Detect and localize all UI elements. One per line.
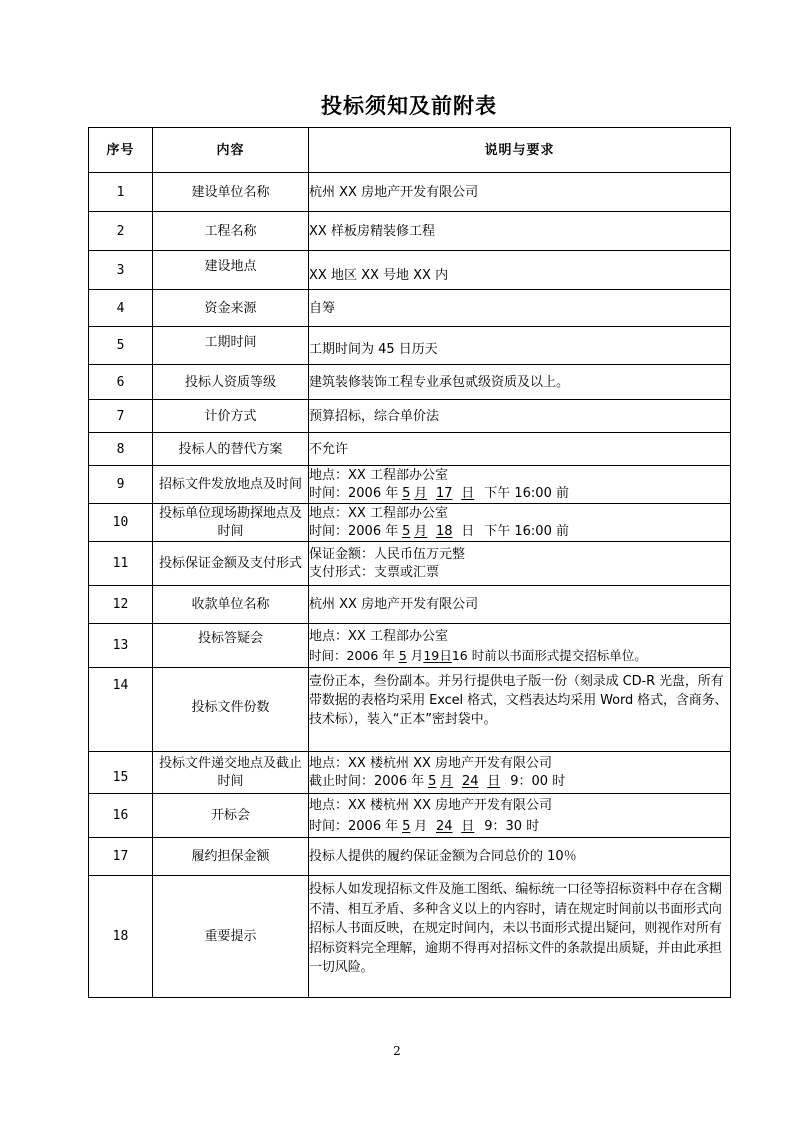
date-day-label: 日 — [461, 818, 475, 834]
row-number: 2 — [89, 212, 153, 251]
desc-date-line — [309, 523, 730, 541]
row-description — [309, 586, 731, 624]
desc-line: 工期时间为 45 日历天 — [309, 342, 438, 357]
table-row — [89, 466, 731, 504]
table-row — [89, 876, 731, 998]
row-number: 7 — [89, 400, 153, 433]
desc-line: 投标人提供的履约保证金额为合同总价的 10％ — [309, 849, 577, 864]
row-description — [309, 290, 731, 327]
desc-paragraph: 壹份正本，叁份副本。并另行提供电子版一份（刻录成 CD-R 光盘，所有带数据的表格均采用 Excel 格式，文档表达均采用 Word 格式，含商务、技术标），装入“正本”密封袋中。 — [309, 674, 728, 727]
date-prefix: 时间：2006 年 — [309, 485, 399, 501]
desc-line: XX 样板房精装修工程 — [309, 223, 435, 239]
row-description — [309, 327, 731, 365]
date-month-label: 月 — [410, 647, 424, 663]
date-day: 17 — [435, 485, 453, 501]
row-number: 9 — [89, 466, 153, 504]
desc-line: 地点：XX 工程部办公室 — [309, 628, 448, 644]
desc-line: 保证金额：人民币伍万元整 — [309, 546, 466, 562]
table-row — [89, 327, 731, 365]
page-number: 2 — [393, 1044, 401, 1058]
row-description — [309, 876, 731, 998]
row-item: 投标人的替代方案 — [153, 433, 309, 466]
table-row — [89, 400, 731, 433]
row-description — [309, 542, 731, 586]
row-item: 资金来源 — [153, 290, 309, 327]
date-day: 24 — [461, 774, 479, 789]
date-month: 5 — [402, 818, 411, 834]
row-number: 4 — [89, 290, 153, 327]
row-item: 投标文件份数 — [153, 668, 309, 752]
desc-date-line — [309, 816, 730, 837]
row-item: 建设地点 — [153, 251, 309, 290]
row-number: 8 — [89, 433, 153, 466]
row-description — [309, 212, 731, 251]
desc-line: 杭州 XX 房地产开发有限公司 — [309, 597, 479, 612]
date-day-label: 日 — [461, 523, 475, 539]
desc-line: 预算招标，综合单价法 — [309, 408, 440, 424]
date-day: 19 — [423, 647, 440, 663]
row-item: 工程名称 — [153, 212, 309, 251]
header-cell-no: 序号 — [89, 128, 153, 173]
desc-line: 地点：XX 楼杭州 XX 房地产开发有限公司 — [309, 797, 553, 813]
desc-date-line — [309, 646, 730, 665]
row-description — [309, 251, 731, 290]
table-row — [89, 290, 731, 327]
row-description — [309, 466, 731, 504]
date-month-label: 月 — [414, 818, 428, 834]
bid-instructions-table — [88, 127, 731, 998]
row-description — [309, 624, 731, 668]
row-description — [309, 838, 731, 876]
page-title: 投标须知及前附表 — [321, 93, 497, 118]
table-row — [89, 586, 731, 624]
row-number: 16 — [89, 794, 153, 838]
row-item: 投标文件递交地点及截止时间 — [153, 752, 309, 794]
date-day-label: 日 — [487, 774, 501, 789]
row-description — [309, 365, 731, 400]
date-day: 18 — [435, 523, 453, 539]
date-prefix: 截止时间：2006 年 — [309, 774, 425, 789]
row-item: 计价方式 — [153, 400, 309, 433]
row-description — [309, 173, 731, 212]
row-description — [309, 504, 731, 542]
table-row — [89, 173, 731, 212]
row-item: 投标答疑会 — [153, 624, 309, 668]
date-suffix: 下午 16:00 前 — [484, 485, 569, 501]
row-number: 10 — [89, 504, 153, 542]
row-description — [309, 794, 731, 838]
desc-line: 建筑装修装饰工程专业承包贰级资质及以上。 — [309, 374, 570, 390]
desc-line: 杭州 XX 房地产开发有限公司 — [309, 184, 479, 200]
desc-date-line — [309, 773, 730, 791]
row-item: 投标单位现场勘探地点及时间 — [153, 504, 309, 542]
date-suffix: 下午 16:00 前 — [484, 523, 569, 539]
row-item: 收款单位名称 — [153, 586, 309, 624]
date-month-label: 月 — [440, 774, 454, 789]
row-item: 工期时间 — [153, 327, 309, 365]
table-row — [89, 365, 731, 400]
table-row — [89, 433, 731, 466]
row-number: 5 — [89, 327, 153, 365]
desc-line: XX 地区 XX 号地 XX 内 — [309, 268, 449, 283]
row-item: 投标保证金额及支付形式 — [153, 542, 309, 586]
desc-line: 支付形式：支票或汇票 — [309, 564, 440, 580]
row-number: 1 — [89, 173, 153, 212]
row-description — [309, 752, 731, 794]
desc-line: 地点：XX 楼杭州 XX 房地产开发有限公司 — [309, 756, 553, 771]
date-prefix: 时间：2006 年 — [309, 647, 395, 663]
row-number: 3 — [89, 251, 153, 290]
date-prefix: 时间：2006 年 — [309, 523, 399, 539]
desc-paragraph: 投标人如发现招标文件及施工图纸、编标统一口径等招标资料中存在含糊不清、相互矛盾、多种含义以上的内容时，请在规定时间前以书面形式向招标人书面反映，在规定时间内，未以书面形式提出疑问，则视作对所有招标资料完全理解，逾期不得再对招标文件的条款提出质疑，并由此承担一切风险。 — [309, 882, 722, 975]
row-item: 履约担保金额 — [153, 838, 309, 876]
row-item: 重要提示 — [153, 876, 309, 998]
table-row — [89, 838, 731, 876]
table-row — [89, 624, 731, 668]
date-suffix: 9：00 时 — [510, 774, 566, 789]
row-item: 建设单位名称 — [153, 173, 309, 212]
table-row — [89, 504, 731, 542]
row-number: 14 — [89, 668, 153, 752]
table-header-row — [89, 128, 731, 173]
row-number: 12 — [89, 586, 153, 624]
row-number: 18 — [89, 876, 153, 998]
date-day-label: 日 — [461, 485, 475, 501]
date-month: 5 — [402, 523, 411, 539]
row-item: 开标会 — [153, 794, 309, 838]
row-description — [309, 668, 731, 752]
date-month-label: 月 — [414, 523, 428, 539]
desc-line: 自筹 — [309, 300, 336, 316]
table-row — [89, 251, 731, 290]
desc-line: 地点：XX 工程部办公室 — [309, 505, 448, 521]
date-month: 5 — [398, 647, 407, 663]
row-item: 投标人资质等级 — [153, 365, 309, 400]
desc-date-line — [309, 485, 730, 503]
row-description — [309, 433, 731, 466]
header-cell-desc: 说明与要求 — [309, 128, 731, 173]
header-cell-item: 内容 — [153, 128, 309, 173]
row-description — [309, 400, 731, 433]
row-number: 15 — [89, 752, 153, 794]
date-day: 24 — [435, 818, 453, 834]
row-number: 17 — [89, 838, 153, 876]
row-number: 11 — [89, 542, 153, 586]
row-item: 招标文件发放地点及时间 — [153, 466, 309, 504]
desc-line: 地点：XX 工程部办公室 — [309, 467, 448, 483]
date-prefix: 时间：2006 年 — [309, 818, 399, 834]
table-row — [89, 794, 731, 838]
table-row — [89, 542, 731, 586]
desc-line: 不允许 — [309, 441, 349, 457]
row-number: 13 — [89, 624, 153, 668]
date-day-label: 日 — [439, 647, 452, 663]
table-row — [89, 752, 731, 794]
date-month: 5 — [428, 774, 437, 789]
date-suffix: 16 时前以书面形式提交招标单位。 — [451, 647, 647, 663]
table-row — [89, 212, 731, 251]
row-number: 6 — [89, 365, 153, 400]
date-month-label: 月 — [414, 485, 428, 501]
date-month: 5 — [402, 485, 411, 501]
table-row — [89, 668, 731, 752]
date-suffix: 9：30 时 — [484, 818, 540, 834]
